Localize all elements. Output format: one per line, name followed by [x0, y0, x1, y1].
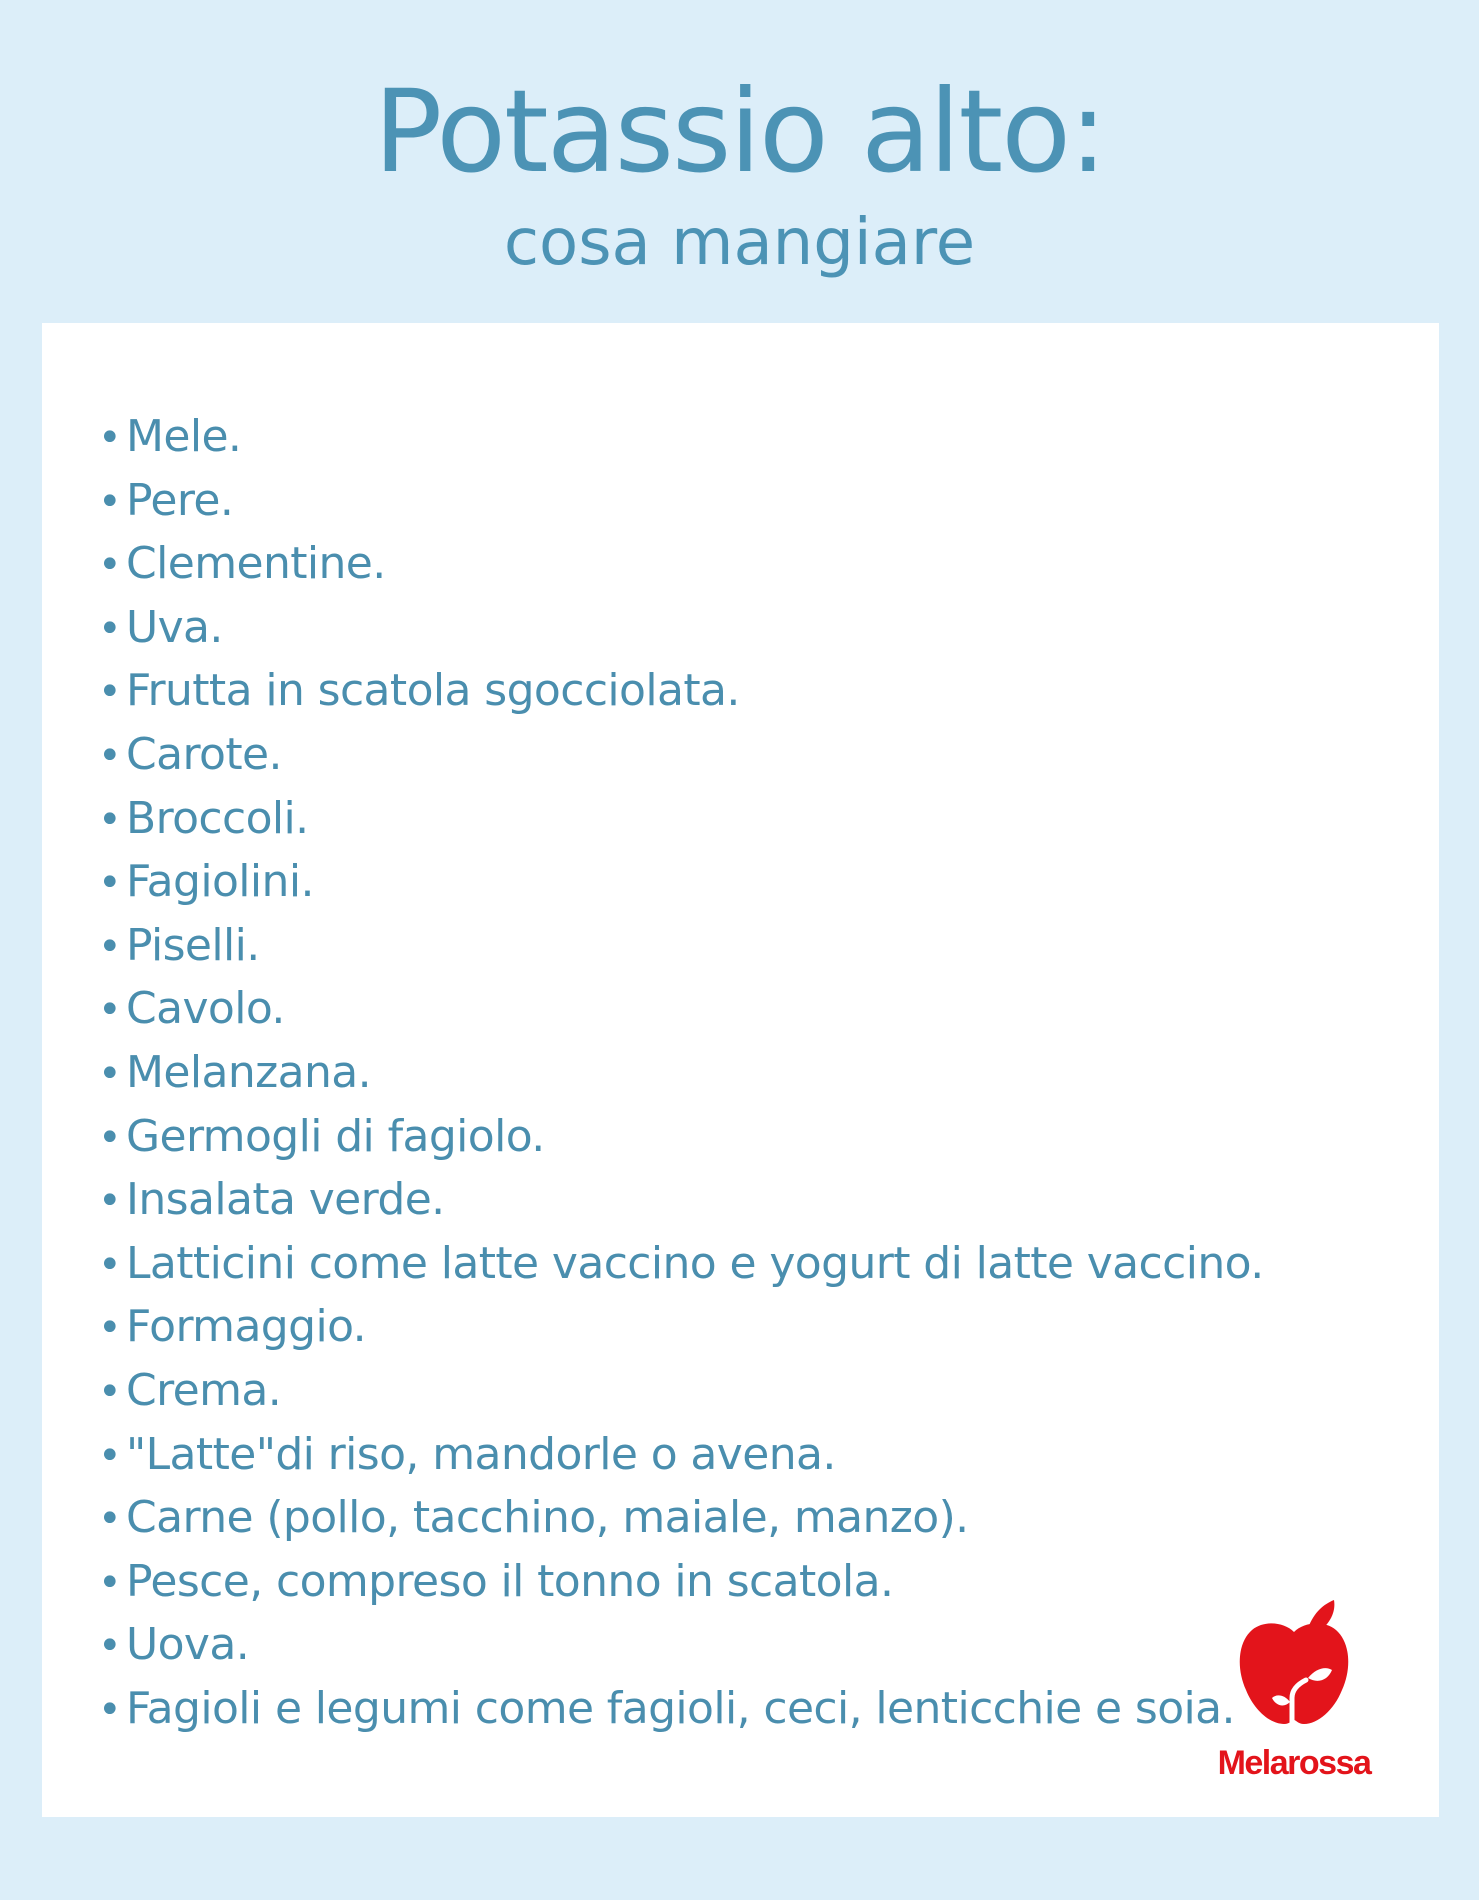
bullet-icon: • [98, 987, 121, 1034]
list-item-text: Pere. [126, 474, 234, 526]
bullet-icon: • [98, 669, 121, 716]
bullet-icon: • [98, 1496, 121, 1543]
list-item-text: Carne (pollo, tacchino, maiale, manzo). [126, 1492, 969, 1544]
list-item-text: Uova. [126, 1619, 250, 1671]
list-item-text: Clementine. [126, 538, 386, 590]
list-item-text: Formaggio. [126, 1301, 367, 1353]
list-item-text: Germogli di fagiolo. [126, 1110, 545, 1162]
bullet-icon: • [98, 1559, 121, 1606]
list-item [98, 1168, 1264, 1232]
list-item-text: Pesce, compreso il tonno in scatola. [126, 1555, 894, 1607]
list-item-text: Insalata verde. [126, 1174, 445, 1226]
food-list [98, 405, 1264, 1740]
content-card [42, 323, 1439, 1817]
list-item [98, 596, 1264, 660]
bullet-icon: • [98, 605, 121, 652]
bullet-icon: • [98, 796, 121, 843]
list-item [98, 1677, 1264, 1741]
list-item [98, 787, 1264, 851]
bullet-icon: • [98, 1241, 121, 1288]
list-item [98, 1550, 1264, 1614]
list-item [98, 1423, 1264, 1487]
bullet-icon: • [98, 732, 121, 779]
list-item [98, 1041, 1264, 1105]
page-subtitle: cosa mangiare [503, 206, 976, 280]
list-item [98, 1613, 1264, 1677]
bullet-icon: • [98, 542, 121, 589]
list-item-text: Broccoli. [126, 792, 309, 844]
brand-logo [1199, 1598, 1389, 1783]
list-item [98, 405, 1264, 469]
list-item-text: Crema. [126, 1364, 282, 1416]
list-item-text: Piselli. [126, 919, 260, 971]
list-item [98, 914, 1264, 978]
list-item-text: Frutta in scatola sgocciolata. [126, 665, 740, 717]
list-item-text: Cavolo. [126, 983, 285, 1035]
bullet-icon: • [98, 1114, 121, 1161]
bullet-icon: • [98, 1686, 121, 1733]
page-title: Potassio alto: [373, 65, 1106, 198]
brand-name: Melarossa [1217, 1744, 1371, 1782]
list-item-text: Fagiolini. [126, 856, 314, 908]
list-item [98, 1486, 1264, 1550]
list-item [98, 532, 1264, 596]
list-item-text: Latticini come latte vaccino e yogurt di latte vaccino. [126, 1237, 1264, 1289]
list-item-text: Uva. [126, 601, 223, 653]
list-item-text: Carote. [126, 728, 282, 780]
list-item-text: "Latte"di riso, mandorle o avena. [126, 1428, 836, 1480]
bullet-icon: • [98, 1305, 121, 1352]
list-item-text: Melanzana. [126, 1046, 372, 1098]
bullet-icon: • [98, 1050, 121, 1097]
bullet-icon: • [98, 1432, 121, 1479]
bullet-icon: • [98, 1368, 121, 1415]
bullet-icon: • [98, 923, 121, 970]
list-item [98, 1359, 1264, 1423]
bullet-icon: • [98, 1623, 121, 1670]
list-item [98, 850, 1264, 914]
list-item [98, 1232, 1264, 1296]
list-item [98, 1295, 1264, 1359]
list-item-text: Mele. [126, 411, 242, 462]
bullet-icon: • [98, 860, 121, 907]
bullet-icon: • [98, 1178, 121, 1225]
bullet-icon: • [98, 478, 121, 525]
bullet-icon: • [98, 415, 121, 461]
list-item [98, 723, 1264, 787]
list-item [98, 1105, 1264, 1169]
list-item [98, 977, 1264, 1041]
list-item [98, 469, 1264, 533]
apple-icon [1234, 1598, 1354, 1730]
list-item [98, 659, 1264, 723]
list-item-text: Fagioli e legumi come fagioli, ceci, lenticchie e soia. [126, 1682, 1235, 1734]
